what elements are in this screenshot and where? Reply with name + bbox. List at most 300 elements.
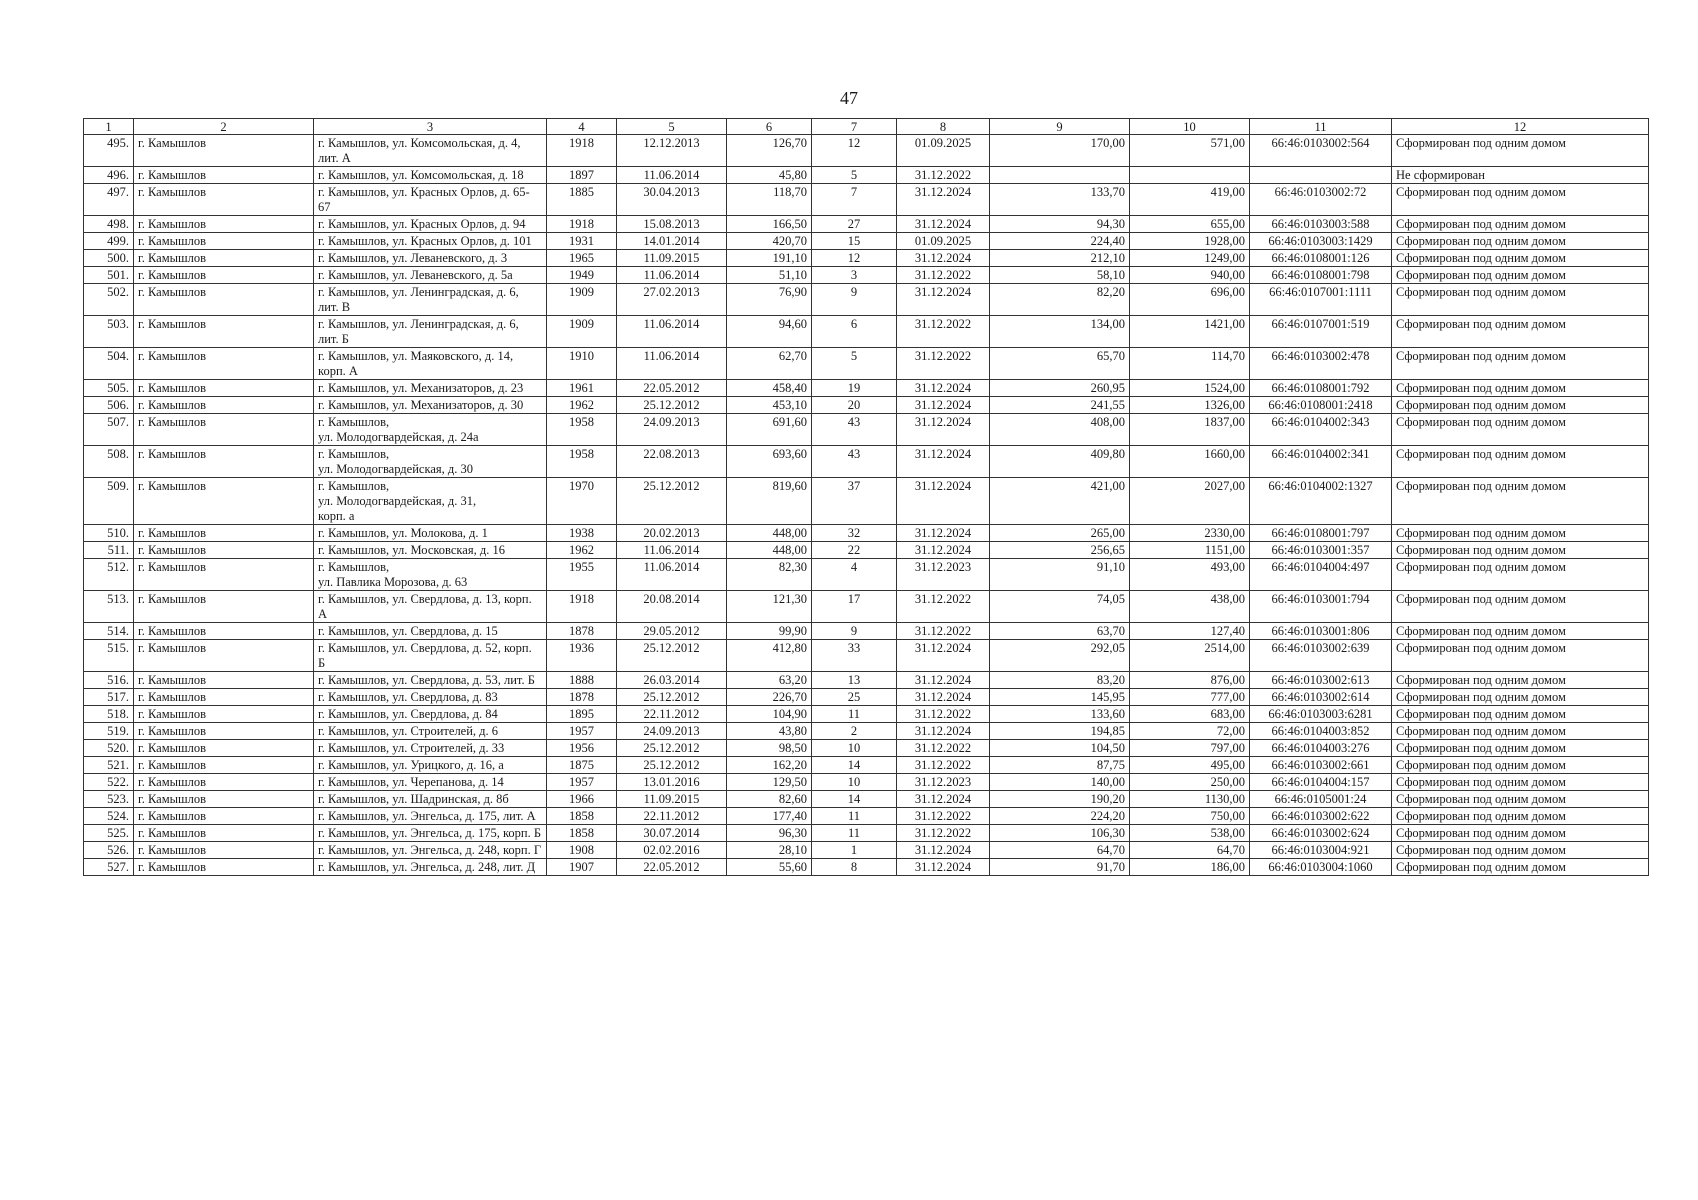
area-cell: 96,30: [727, 825, 812, 842]
date-cell: 14.01.2014: [617, 233, 727, 250]
area-cell: 819,60: [727, 478, 812, 525]
area-cell: 76,90: [727, 284, 812, 316]
row-number-cell: 497.: [84, 184, 134, 216]
count-cell: 11: [812, 825, 897, 842]
cadastral-number-cell: 66:46:0105001:24: [1250, 791, 1392, 808]
area-2-cell: 64,70: [990, 842, 1130, 859]
count-cell: 14: [812, 757, 897, 774]
row-number-cell: 516.: [84, 672, 134, 689]
area-2-cell: 194,85: [990, 723, 1130, 740]
row-number-cell: 519.: [84, 723, 134, 740]
table-row: [84, 591, 1649, 623]
land-area-cell: 683,00: [1130, 706, 1250, 723]
register-body: [84, 135, 1649, 876]
status-cell: Сформирован под одним домом: [1392, 825, 1649, 842]
area-cell: 82,60: [727, 791, 812, 808]
deadline-cell: 31.12.2023: [897, 774, 990, 791]
year-built-cell: 1965: [547, 250, 617, 267]
deadline-cell: 31.12.2022: [897, 706, 990, 723]
area-cell: 63,20: [727, 672, 812, 689]
area-cell: 62,70: [727, 348, 812, 380]
count-cell: 37: [812, 478, 897, 525]
date-cell: 25.12.2012: [617, 757, 727, 774]
date-cell: 11.09.2015: [617, 791, 727, 808]
status-cell: Сформирован под одним домом: [1392, 842, 1649, 859]
status-cell: Сформирован под одним домом: [1392, 380, 1649, 397]
cadastral-number-cell: 66:46:0104004:157: [1250, 774, 1392, 791]
row-number-cell: 515.: [84, 640, 134, 672]
date-cell: 11.06.2014: [617, 267, 727, 284]
land-area-cell: 1837,00: [1130, 414, 1250, 446]
status-cell: Сформирован под одним домом: [1392, 446, 1649, 478]
area-2-cell: 133,60: [990, 706, 1130, 723]
area-2-cell: 224,40: [990, 233, 1130, 250]
table-row: [84, 640, 1649, 672]
deadline-cell: 31.12.2022: [897, 623, 990, 640]
year-built-cell: 1888: [547, 672, 617, 689]
cadastral-number-cell: 66:46:0103003:6281: [1250, 706, 1392, 723]
status-cell: Сформирован под одним домом: [1392, 184, 1649, 216]
municipality-cell: г. Камышлов: [134, 672, 314, 689]
deadline-cell: 31.12.2024: [897, 284, 990, 316]
date-cell: 02.02.2016: [617, 842, 727, 859]
date-cell: 26.03.2014: [617, 672, 727, 689]
table-row: [84, 842, 1649, 859]
address-cell: г. Камышлов, ул. Комсомольская, д. 18: [314, 167, 547, 184]
row-number-cell: 507.: [84, 414, 134, 446]
table-row: [84, 250, 1649, 267]
year-built-cell: 1970: [547, 478, 617, 525]
cadastral-number-cell: 66:46:0104002:343: [1250, 414, 1392, 446]
column-header-2: 2: [134, 119, 314, 135]
column-header-8: 8: [897, 119, 990, 135]
deadline-cell: 31.12.2023: [897, 559, 990, 591]
deadline-cell: 31.12.2024: [897, 859, 990, 876]
deadline-cell: 31.12.2022: [897, 740, 990, 757]
row-number-cell: 523.: [84, 791, 134, 808]
cadastral-number-cell: 66:46:0104002:341: [1250, 446, 1392, 478]
column-header-7: 7: [812, 119, 897, 135]
count-cell: 43: [812, 446, 897, 478]
municipality-cell: г. Камышлов: [134, 478, 314, 525]
area-2-cell: 421,00: [990, 478, 1130, 525]
cadastral-number-cell: 66:46:0108001:797: [1250, 525, 1392, 542]
area-cell: 118,70: [727, 184, 812, 216]
year-built-cell: 1858: [547, 825, 617, 842]
housing-register-table: [83, 118, 1649, 876]
row-number-cell: 510.: [84, 525, 134, 542]
municipality-cell: г. Камышлов: [134, 316, 314, 348]
area-2-cell: [990, 167, 1130, 184]
table-row: [84, 672, 1649, 689]
municipality-cell: г. Камышлов: [134, 525, 314, 542]
date-cell: 27.02.2013: [617, 284, 727, 316]
row-number-cell: 525.: [84, 825, 134, 842]
area-cell: 126,70: [727, 135, 812, 167]
count-cell: 12: [812, 135, 897, 167]
municipality-cell: г. Камышлов: [134, 284, 314, 316]
date-cell: 29.05.2012: [617, 623, 727, 640]
row-number-cell: 513.: [84, 591, 134, 623]
row-number-cell: 503.: [84, 316, 134, 348]
area-2-cell: 134,00: [990, 316, 1130, 348]
column-header-1: 1: [84, 119, 134, 135]
table-row: [84, 525, 1649, 542]
row-number-cell: 514.: [84, 623, 134, 640]
municipality-cell: г. Камышлов: [134, 791, 314, 808]
address-cell: г. Камышлов, ул. Красных Орлов, д. 101: [314, 233, 547, 250]
status-cell: Сформирован под одним домом: [1392, 672, 1649, 689]
land-area-cell: 419,00: [1130, 184, 1250, 216]
area-cell: 129,50: [727, 774, 812, 791]
deadline-cell: 31.12.2024: [897, 842, 990, 859]
cadastral-number-cell: 66:46:0103002:564: [1250, 135, 1392, 167]
status-cell: Сформирован под одним домом: [1392, 542, 1649, 559]
count-cell: 9: [812, 284, 897, 316]
address-cell: г. Камышлов, ул. Московская, д. 16: [314, 542, 547, 559]
area-2-cell: 94,30: [990, 216, 1130, 233]
date-cell: 22.05.2012: [617, 380, 727, 397]
deadline-cell: 01.09.2025: [897, 233, 990, 250]
deadline-cell: 31.12.2024: [897, 478, 990, 525]
date-cell: 15.08.2013: [617, 216, 727, 233]
count-cell: 7: [812, 184, 897, 216]
row-number-cell: 496.: [84, 167, 134, 184]
land-area-cell: 1421,00: [1130, 316, 1250, 348]
status-cell: Сформирован под одним домом: [1392, 791, 1649, 808]
address-cell: г. Камышлов, ул. Энгельса, д. 248, корп. Г: [314, 842, 547, 859]
cadastral-number-cell: 66:46:0107001:1111: [1250, 284, 1392, 316]
area-cell: 420,70: [727, 233, 812, 250]
row-number-cell: 522.: [84, 774, 134, 791]
area-cell: 98,50: [727, 740, 812, 757]
municipality-cell: г. Камышлов: [134, 706, 314, 723]
cadastral-number-cell: 66:46:0103003:588: [1250, 216, 1392, 233]
address-cell: г. Камышлов, ул. Ленинградская, д. 6, лит. Б: [314, 316, 547, 348]
area-2-cell: 292,05: [990, 640, 1130, 672]
cadastral-number-cell: 66:46:0108001:792: [1250, 380, 1392, 397]
status-cell: Сформирован под одним домом: [1392, 233, 1649, 250]
count-cell: 4: [812, 559, 897, 591]
status-cell: Сформирован под одним домом: [1392, 478, 1649, 525]
year-built-cell: 1962: [547, 542, 617, 559]
row-number-cell: 499.: [84, 233, 134, 250]
land-area-cell: 127,40: [1130, 623, 1250, 640]
land-area-cell: 2514,00: [1130, 640, 1250, 672]
address-cell: г. Камышлов, ул. Леваневского, д. 3: [314, 250, 547, 267]
date-cell: 12.12.2013: [617, 135, 727, 167]
deadline-cell: 31.12.2024: [897, 542, 990, 559]
deadline-cell: 31.12.2022: [897, 267, 990, 284]
area-2-cell: 87,75: [990, 757, 1130, 774]
status-cell: Не сформирован: [1392, 167, 1649, 184]
cadastral-number-cell: 66:46:0104004:497: [1250, 559, 1392, 591]
count-cell: 43: [812, 414, 897, 446]
area-2-cell: 104,50: [990, 740, 1130, 757]
land-area-cell: 750,00: [1130, 808, 1250, 825]
count-cell: 33: [812, 640, 897, 672]
status-cell: Сформирован под одним домом: [1392, 706, 1649, 723]
deadline-cell: 31.12.2024: [897, 216, 990, 233]
area-2-cell: 408,00: [990, 414, 1130, 446]
year-built-cell: 1908: [547, 842, 617, 859]
area-cell: 55,60: [727, 859, 812, 876]
table-row: [84, 397, 1649, 414]
cadastral-number-cell: 66:46:0103002:72: [1250, 184, 1392, 216]
status-cell: Сформирован под одним домом: [1392, 267, 1649, 284]
date-cell: 25.12.2012: [617, 640, 727, 672]
area-cell: 191,10: [727, 250, 812, 267]
area-cell: 166,50: [727, 216, 812, 233]
year-built-cell: 1885: [547, 184, 617, 216]
land-area-cell: 1660,00: [1130, 446, 1250, 478]
land-area-cell: 777,00: [1130, 689, 1250, 706]
column-header-5: 5: [617, 119, 727, 135]
deadline-cell: 31.12.2024: [897, 791, 990, 808]
count-cell: 25: [812, 689, 897, 706]
address-cell: г. Камышлов, ул. Красных Орлов, д. 65-67: [314, 184, 547, 216]
row-number-cell: 524.: [84, 808, 134, 825]
status-cell: Сформирован под одним домом: [1392, 316, 1649, 348]
address-cell: г. Камышлов, ул. Свердлова, д. 52, корп. Б: [314, 640, 547, 672]
address-cell: г. Камышлов, ул. Маяковского, д. 14, корп. А: [314, 348, 547, 380]
table-row: [84, 825, 1649, 842]
date-cell: 22.11.2012: [617, 808, 727, 825]
table-row: [84, 167, 1649, 184]
municipality-cell: г. Камышлов: [134, 397, 314, 414]
column-header-6: 6: [727, 119, 812, 135]
cadastral-number-cell: [1250, 167, 1392, 184]
table-row: [84, 859, 1649, 876]
municipality-cell: г. Камышлов: [134, 757, 314, 774]
date-cell: 25.12.2012: [617, 689, 727, 706]
date-cell: 13.01.2016: [617, 774, 727, 791]
cadastral-number-cell: 66:46:0103002:661: [1250, 757, 1392, 774]
status-cell: Сформирован под одним домом: [1392, 348, 1649, 380]
year-built-cell: 1918: [547, 216, 617, 233]
table-row: [84, 723, 1649, 740]
count-cell: 9: [812, 623, 897, 640]
address-cell: г. Камышлов, ул. Свердлова, д. 83: [314, 689, 547, 706]
count-cell: 13: [812, 672, 897, 689]
land-area-cell: 438,00: [1130, 591, 1250, 623]
deadline-cell: 31.12.2022: [897, 316, 990, 348]
municipality-cell: г. Камышлов: [134, 859, 314, 876]
address-cell: г. Камышлов, ул. Ленинградская, д. 6, лит. В: [314, 284, 547, 316]
column-header-4: 4: [547, 119, 617, 135]
address-cell: г. Камышлов, ул. Механизаторов, д. 23: [314, 380, 547, 397]
area-cell: 45,80: [727, 167, 812, 184]
area-2-cell: 133,70: [990, 184, 1130, 216]
address-cell: г. Камышлов, ул. Свердлова, д. 15: [314, 623, 547, 640]
address-cell: г. Камышлов, ул. Строителей, д. 6: [314, 723, 547, 740]
date-cell: 11.06.2014: [617, 167, 727, 184]
area-cell: 458,40: [727, 380, 812, 397]
address-cell: г. Камышлов, ул. Механизаторов, д. 30: [314, 397, 547, 414]
count-cell: 12: [812, 250, 897, 267]
year-built-cell: 1956: [547, 740, 617, 757]
cadastral-number-cell: 66:46:0103002:613: [1250, 672, 1392, 689]
address-cell: г. Камышлов, ул. Энгельса, д. 175, корп. Б: [314, 825, 547, 842]
table-row: [84, 284, 1649, 316]
table-row: [84, 446, 1649, 478]
table-row: [84, 267, 1649, 284]
municipality-cell: г. Камышлов: [134, 446, 314, 478]
row-number-cell: 520.: [84, 740, 134, 757]
table-row: [84, 740, 1649, 757]
deadline-cell: 31.12.2024: [897, 184, 990, 216]
date-cell: 22.05.2012: [617, 859, 727, 876]
cadastral-number-cell: 66:46:0108001:2418: [1250, 397, 1392, 414]
table-row: [84, 808, 1649, 825]
address-cell: г. Камышлов, ул. Черепанова, д. 14: [314, 774, 547, 791]
deadline-cell: 31.12.2024: [897, 250, 990, 267]
area-cell: 28,10: [727, 842, 812, 859]
count-cell: 32: [812, 525, 897, 542]
area-2-cell: 91,10: [990, 559, 1130, 591]
cadastral-number-cell: 66:46:0103002:478: [1250, 348, 1392, 380]
year-built-cell: 1949: [547, 267, 617, 284]
count-cell: 20: [812, 397, 897, 414]
area-2-cell: 74,05: [990, 591, 1130, 623]
cadastral-number-cell: 66:46:0103003:1429: [1250, 233, 1392, 250]
municipality-cell: г. Камышлов: [134, 267, 314, 284]
address-cell: г. Камышлов, ул. Свердлова, д. 84: [314, 706, 547, 723]
address-cell: г. Камышлов, ул. Молодогвардейская, д. 24а: [314, 414, 547, 446]
land-area-cell: 538,00: [1130, 825, 1250, 842]
land-area-cell: 2330,00: [1130, 525, 1250, 542]
area-cell: 43,80: [727, 723, 812, 740]
area-2-cell: 212,10: [990, 250, 1130, 267]
count-cell: 6: [812, 316, 897, 348]
status-cell: Сформирован под одним домом: [1392, 559, 1649, 591]
date-cell: 24.09.2013: [617, 414, 727, 446]
table-row: [84, 135, 1649, 167]
count-cell: 14: [812, 791, 897, 808]
count-cell: 27: [812, 216, 897, 233]
land-area-cell: 72,00: [1130, 723, 1250, 740]
date-cell: 20.08.2014: [617, 591, 727, 623]
table-row: [84, 348, 1649, 380]
year-built-cell: 1858: [547, 808, 617, 825]
row-number-cell: 511.: [84, 542, 134, 559]
land-area-cell: 495,00: [1130, 757, 1250, 774]
count-cell: 1: [812, 842, 897, 859]
deadline-cell: 31.12.2022: [897, 757, 990, 774]
area-cell: 693,60: [727, 446, 812, 478]
year-built-cell: 1955: [547, 559, 617, 591]
row-number-cell: 512.: [84, 559, 134, 591]
land-area-cell: 1249,00: [1130, 250, 1250, 267]
year-built-cell: 1918: [547, 135, 617, 167]
count-cell: 5: [812, 348, 897, 380]
municipality-cell: г. Камышлов: [134, 723, 314, 740]
status-cell: Сформирован под одним домом: [1392, 525, 1649, 542]
year-built-cell: 1958: [547, 446, 617, 478]
count-cell: 10: [812, 740, 897, 757]
count-cell: 10: [812, 774, 897, 791]
address-cell: г. Камышлов, ул. Шадринская, д. 8б: [314, 791, 547, 808]
municipality-cell: г. Камышлов: [134, 825, 314, 842]
year-built-cell: 1957: [547, 723, 617, 740]
year-built-cell: 1957: [547, 774, 617, 791]
address-cell: г. Камышлов, ул. Молодогвардейская, д. 30: [314, 446, 547, 478]
count-cell: 15: [812, 233, 897, 250]
row-number-cell: 498.: [84, 216, 134, 233]
status-cell: Сформирован под одним домом: [1392, 135, 1649, 167]
municipality-cell: г. Камышлов: [134, 414, 314, 446]
status-cell: Сформирован под одним домом: [1392, 640, 1649, 672]
area-2-cell: 65,70: [990, 348, 1130, 380]
row-number-cell: 504.: [84, 348, 134, 380]
cadastral-number-cell: 66:46:0103002:614: [1250, 689, 1392, 706]
municipality-cell: г. Камышлов: [134, 184, 314, 216]
municipality-cell: г. Камышлов: [134, 774, 314, 791]
column-number-header: [84, 119, 1649, 135]
row-number-cell: 502.: [84, 284, 134, 316]
year-built-cell: 1958: [547, 414, 617, 446]
municipality-cell: г. Камышлов: [134, 740, 314, 757]
count-cell: 11: [812, 706, 897, 723]
land-area-cell: 2027,00: [1130, 478, 1250, 525]
area-cell: 104,90: [727, 706, 812, 723]
area-cell: 453,10: [727, 397, 812, 414]
year-built-cell: 1909: [547, 284, 617, 316]
year-built-cell: 1878: [547, 689, 617, 706]
date-cell: 11.06.2014: [617, 316, 727, 348]
count-cell: 2: [812, 723, 897, 740]
year-built-cell: 1918: [547, 591, 617, 623]
date-cell: 25.12.2012: [617, 397, 727, 414]
area-cell: 177,40: [727, 808, 812, 825]
status-cell: Сформирован под одним домом: [1392, 250, 1649, 267]
status-cell: Сформирован под одним домом: [1392, 808, 1649, 825]
land-area-cell: 1524,00: [1130, 380, 1250, 397]
status-cell: Сформирован под одним домом: [1392, 414, 1649, 446]
area-2-cell: 106,30: [990, 825, 1130, 842]
land-area-cell: 797,00: [1130, 740, 1250, 757]
area-2-cell: 145,95: [990, 689, 1130, 706]
count-cell: 22: [812, 542, 897, 559]
year-built-cell: 1910: [547, 348, 617, 380]
deadline-cell: 31.12.2024: [897, 446, 990, 478]
deadline-cell: 31.12.2024: [897, 689, 990, 706]
area-cell: 94,60: [727, 316, 812, 348]
municipality-cell: г. Камышлов: [134, 842, 314, 859]
address-cell: г. Камышлов, ул. Свердлова, д. 53, лит. Б: [314, 672, 547, 689]
column-header-11: 11: [1250, 119, 1392, 135]
year-built-cell: 1895: [547, 706, 617, 723]
cadastral-number-cell: 66:46:0103002:622: [1250, 808, 1392, 825]
table-row: [84, 542, 1649, 559]
year-built-cell: 1907: [547, 859, 617, 876]
land-area-cell: 1928,00: [1130, 233, 1250, 250]
status-cell: Сформирован под одним домом: [1392, 740, 1649, 757]
cadastral-number-cell: 66:46:0103001:794: [1250, 591, 1392, 623]
count-cell: 19: [812, 380, 897, 397]
deadline-cell: 31.12.2024: [897, 723, 990, 740]
land-area-cell: 940,00: [1130, 267, 1250, 284]
row-number-cell: 506.: [84, 397, 134, 414]
area-2-cell: 190,20: [990, 791, 1130, 808]
area-cell: 448,00: [727, 525, 812, 542]
area-2-cell: 256,65: [990, 542, 1130, 559]
column-header-3: 3: [314, 119, 547, 135]
year-built-cell: 1938: [547, 525, 617, 542]
deadline-cell: 01.09.2025: [897, 135, 990, 167]
land-area-cell: 655,00: [1130, 216, 1250, 233]
municipality-cell: г. Камышлов: [134, 640, 314, 672]
